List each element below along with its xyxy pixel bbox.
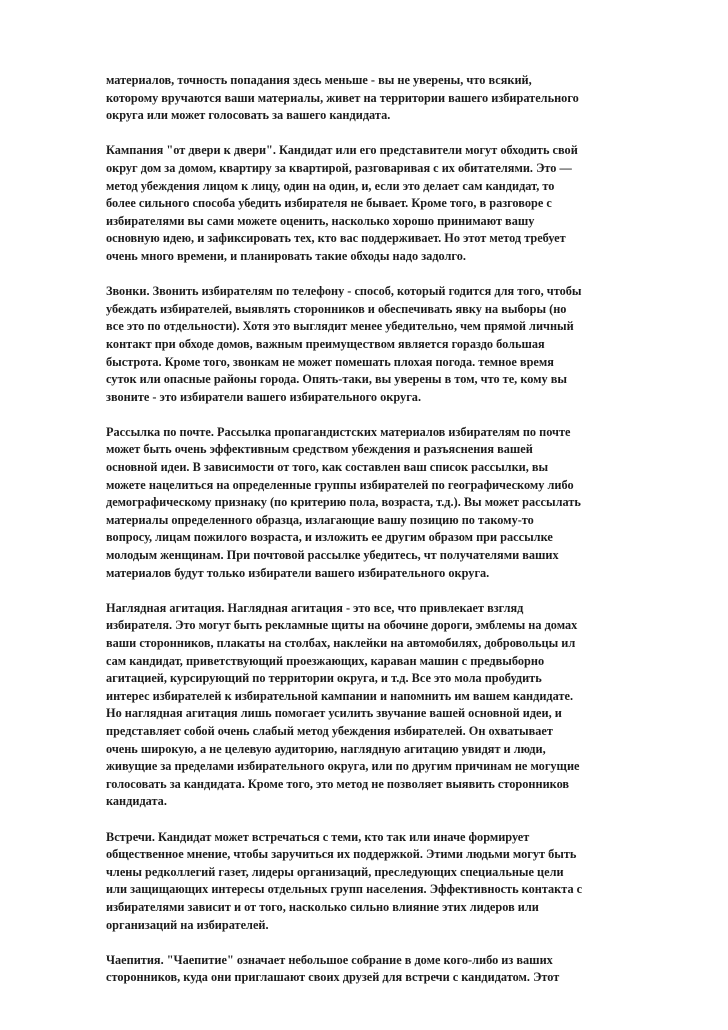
paragraph (106, 829, 676, 935)
text-line: материалов, точность попадания здесь меньше - вы не уверены, что всякий, (106, 73, 532, 87)
paragraph (106, 600, 676, 811)
text-line: метод убеждения лицом к лицу, один на один, и, если это делает сам кандидат, то (106, 178, 555, 193)
text-line: вопросу, лицам пожилого возраста, и изложить ее другим образом при рассылке (106, 530, 553, 545)
text-line: суток или опасные районы города. Опять-таки, вы уверены в том, что те, кому вы (106, 372, 568, 387)
paragraph (106, 424, 676, 582)
text-line: демографическому признаку (по критерию пола, возраста, т.д.). Вы может рассылать (106, 495, 581, 510)
text-line: Рассылка по почте. Рассылка пропагандистских материалов избирателям по почте (106, 424, 571, 439)
text-line: или защищающих интересы отдельных групп населения. Эффективность контакта с (106, 882, 583, 897)
document-body (106, 72, 676, 1004)
text-line: общественное мнение, чтобы заручиться их поддержкой. Этими людьми могут быть (106, 847, 577, 862)
text-line: материалов будут только избиратели вашего избирательного округа. (106, 565, 490, 580)
text-line: Чаепития. "Чаепитие" означает небольшое собрание в доме кого-либо из ваших (106, 952, 553, 967)
text-line: сам кандидат, приветствующий проезжающих, караван машин с предвыборно (106, 653, 545, 668)
text-line: все это по отдельности). Хотя это выглядит менее убедительно, чем прямой личный (106, 319, 574, 334)
text-line: убеждать избирателей, выявлять сторонников и обеспечивать явку на выборы (но (106, 301, 567, 316)
paragraph (106, 283, 676, 406)
text-line: кандидата. (106, 794, 167, 809)
text-line: материалы определенного образца, излагающие вашу позицию по такому-то (106, 512, 534, 527)
text-line: интерес избирателей к избирательной кампании и напомнить им вашем кандидате. (106, 688, 574, 703)
text-line: голосовать за кандидата. Кроме того, это метод не позволяет выявить сторонников (106, 776, 570, 791)
text-line: избирателями вы сами можете оценить, насколько хорошо принимают вашу (106, 213, 535, 228)
text-line: агитацией, курсирующий по территории округа, и т.д. Все это мола пробудить (106, 671, 542, 686)
paragraph (106, 72, 676, 125)
text-line: Но наглядная агитация лишь помогает усилить звучание вашей основной идеи, и (106, 706, 562, 721)
text-line: может быть очень эффективным средством убеждения и разъяснения вашей (106, 442, 533, 457)
text-line: округ дом за домом, квартиру за квартирой, разговаривая с их обитателями. Это — (106, 160, 572, 175)
text-line: очень много времени, и планировать такие обходы надо задолго. (106, 248, 466, 263)
text-line: которому вручаются ваши материалы, живет на территории вашего избирательного (106, 90, 579, 105)
text-line: Кампания "от двери к двери". Кандидат или его представители могут обходить свой (106, 143, 578, 158)
text-line: молодым женщинам. При почтовой рассылке убедитесь, чт получателями ваших (106, 548, 559, 563)
text-line: звоните - это избиратели вашего избирательного округа. (106, 389, 422, 404)
text-line: основную идею, и зафиксировать тех, кто вас поддерживает. Но этот метод требует (106, 231, 566, 246)
text-line: контакт при обходе домов, важным преимуществом является гораздо большая (106, 336, 545, 351)
text-line: члены редколлегий газет, лидеры организаций, преследующих специальные цели (106, 864, 564, 879)
text-line: очень широкую, а не целевую аудиторию, наглядную агитацию увидят и люди, (106, 741, 546, 756)
text-line: Встречи. Кандидат может встречаться с теми, кто так или иначе формирует (106, 829, 530, 844)
paragraph (106, 142, 676, 265)
text-line: избирателя. Это могут быть рекламные щиты на обочине дороги, эмблемы на домах (106, 618, 578, 633)
text-line: ваши сторонников, плакаты на столбах, наклейки на автомобилях, добровольцы ил (106, 636, 576, 650)
text-line: основной идеи. В зависимости от того, как составлен ваш список рассылки, вы (106, 460, 549, 475)
text-line: более сильного способа убедить избирателя не бывает. Кроме того, в разговоре с (106, 196, 552, 211)
text-line: можете нацелиться на определенные группы избирателей по географическому либо (106, 477, 574, 492)
text-line: представляет собой очень слабый метод убеждения избирателей. Он охватывает (106, 723, 553, 738)
text-line: Звонки. Звонить избирателям по телефону - способ, который годится для того, чтобы (106, 284, 582, 299)
paragraph (106, 952, 676, 987)
text-line: избирателями зависит и от того, насколько сильно влияние этих лидеров или (106, 899, 539, 914)
text-line: быстрота. Кроме того, звонкам не может помешать плохая погода. темное время (106, 354, 554, 369)
text-line: округа или может голосовать за вашего кандидата. (106, 108, 391, 123)
text-line: организаций на избирателей. (106, 917, 269, 932)
text-line: живущие за пределами избирательного округа, или по другим причинам не могущие (106, 759, 580, 774)
text-line: сторонников, куда они приглашают своих друзей для встречи с кандидатом. Этот (106, 970, 560, 985)
text-line: Наглядная агитация. Наглядная агитация - это все, что привлекает взгляд (106, 600, 524, 615)
